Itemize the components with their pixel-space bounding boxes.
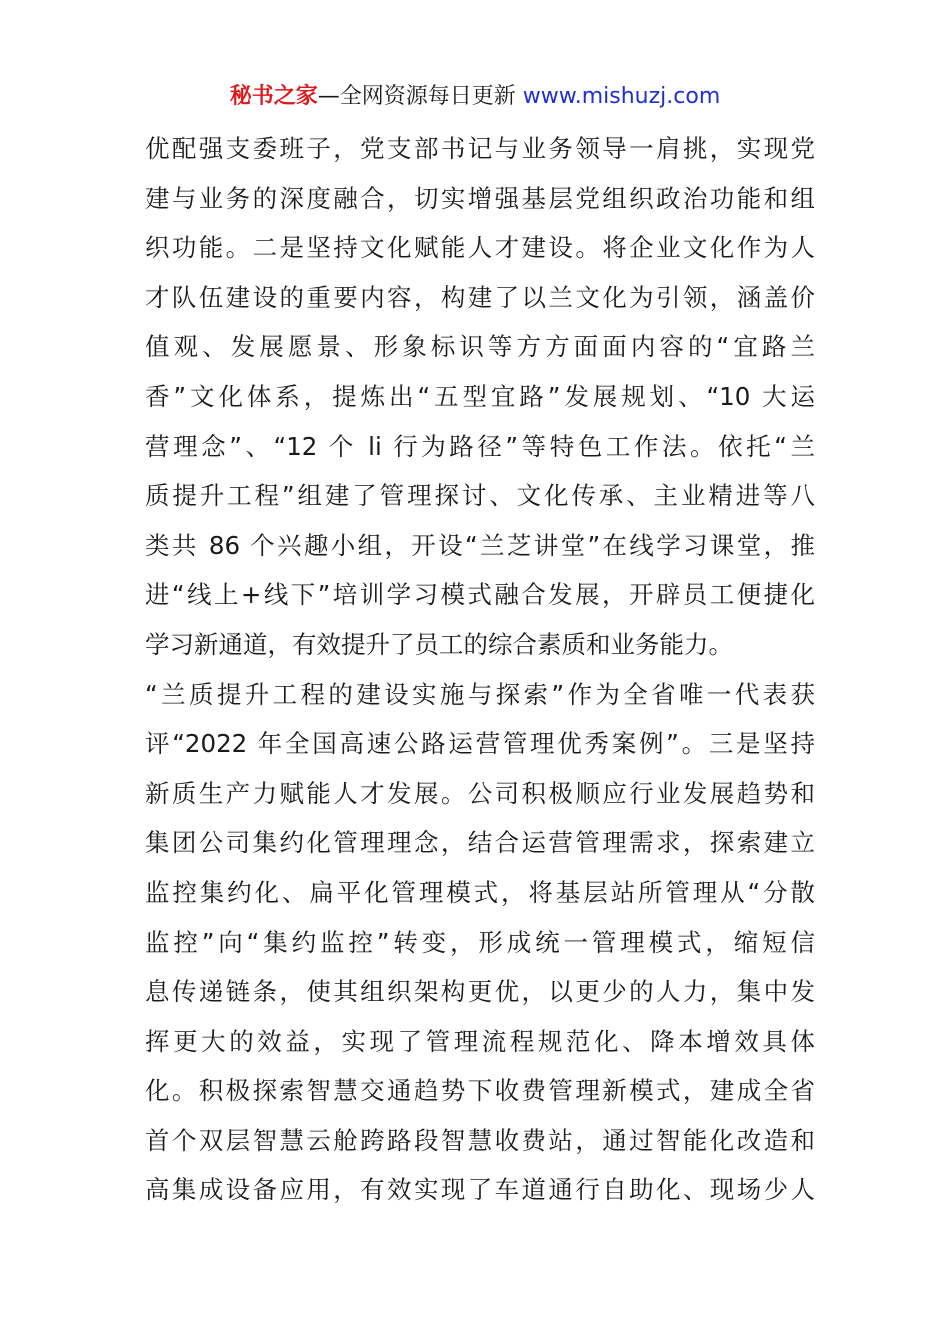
text-line: 集团公司集约化管理理念，结合运营管理需求，探索建立	[145, 828, 815, 858]
text-line: 高集成设备应用，有效实现了车道通行自助化、现场少人	[145, 1175, 815, 1205]
site-brand: 秘书之家	[229, 84, 318, 109]
document-body	[145, 124, 815, 1215]
text-line: “兰质提升工程的建设实施与探索”作为全省唯一代表获	[145, 679, 815, 709]
text-line: 评“2022 年全国高速公路运营管理优秀案例”。三是坚持	[145, 729, 815, 759]
text-line: 监控”向“集约监控”转变，形成统一管理模式，缩短信	[145, 927, 815, 957]
text-line: 化。积极探索智慧交通趋势下收费管理新模式，建成全省	[145, 1076, 815, 1106]
site-tagline: —全网资源每日更新	[317, 84, 523, 109]
text-line: 进“线上+线下”培训学习模式融合发展，开辟员工便捷化	[145, 580, 815, 610]
site-url-link[interactable]: www.mishuzj.com	[522, 84, 721, 109]
text-line: 监控集约化、扁平化管理模式，将基层站所管理从“分散	[145, 877, 815, 907]
text-line: 息传递链条，使其组织架构更优，以更少的人力，集中发	[145, 977, 815, 1007]
text-line: 首个双层智慧云舱跨路段智慧收费站，通过智能化改造和	[145, 1125, 815, 1155]
text-line: 值观、发展愿景、形象标识等方方面面内容的“宜路兰	[145, 332, 815, 362]
text-line: 挥更大的效益，实现了管理流程规范化、降本增效具体	[145, 1026, 815, 1056]
text-line: 类共 86 个兴趣小组，开设“兰芝讲堂”在线学习课堂，推	[145, 530, 815, 560]
text-line: 才队伍建设的重要内容，构建了以兰文化为引领，涵盖价	[145, 282, 815, 312]
site-header	[0, 80, 950, 114]
text-line: 学习新通道，有效提升了员工的综合素质和业务能力。	[145, 629, 733, 659]
text-line: 营理念”、“12 个 li 行为路径”等特色工作法。依托“兰	[145, 431, 815, 461]
text-line: 建与业务的深度融合，切实增强基层党组织政治功能和组	[145, 183, 815, 213]
text-line: 新质生产力赋能人才发展。公司积极顺应行业发展趋势和	[145, 778, 815, 808]
text-line: 织功能。二是坚持文化赋能人才建设。将企业文化作为人	[145, 233, 815, 263]
text-line: 质提升工程”组建了管理探讨、文化传承、主业精进等八	[145, 481, 815, 511]
text-line: 香”文化体系，提炼出“五型宜路”发展规划、“10 大运	[145, 381, 815, 411]
text-line: 优配强支委班子，党支部书记与业务领导一肩挑，实现党	[145, 134, 815, 163]
